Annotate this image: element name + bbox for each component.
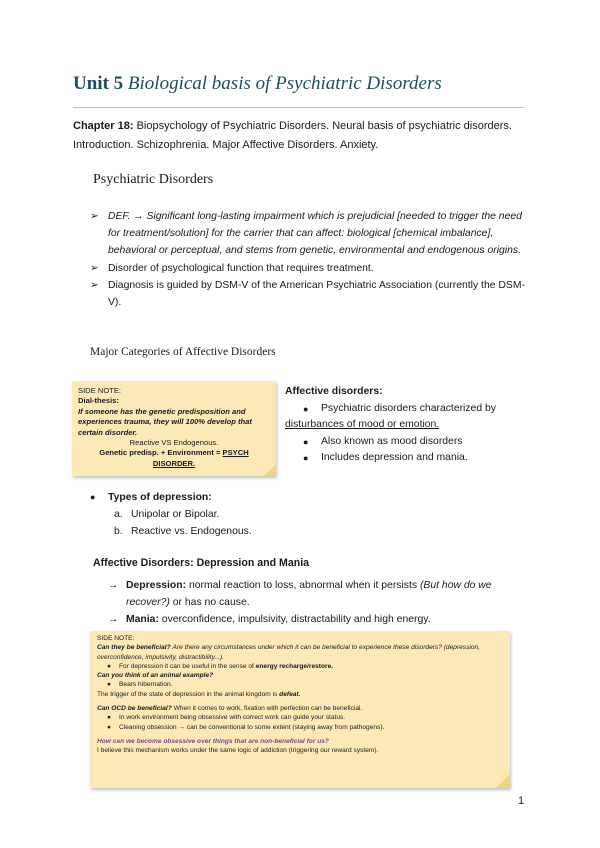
list-item: b. Reactive vs. Endogenous.: [90, 523, 390, 540]
list-item: ➢ Disorder of psychological function that requires treatment.: [90, 260, 530, 277]
side-note-reactive: Reactive VS Endogenous.: [129, 438, 219, 448]
side-note-text: If someone has the genetic predisposition and experiences trauma, they will 100% develop that certain disorder.: [78, 406, 252, 437]
depression-mania-list: [108, 577, 528, 628]
bullet-icon: ●: [107, 681, 111, 689]
list-item: ● Bears hibernation.: [107, 681, 173, 689]
side-note-term: Dial-thesis:: [78, 396, 119, 406]
bullet-icon: ●: [107, 714, 111, 722]
types-of-depression: [90, 489, 390, 540]
bullet-icon: ●: [303, 453, 309, 463]
side-note-question: How can we become obsessive over things that are non-beneficial for us?: [97, 737, 329, 745]
title-unit: Unit 5: [73, 73, 124, 94]
psychiatric-disorders-list: [90, 208, 530, 311]
list-item: ● Psychiatric disorders characterized by: [285, 401, 530, 418]
list-marker: a.: [114, 509, 123, 520]
arrow-bullet-icon: ➢: [90, 279, 99, 291]
types-heading: ● Types of depression:: [90, 489, 390, 506]
section-heading-psychiatric-disorders: Psychiatric Disorders: [93, 172, 214, 187]
side-note-label: SIDE NOTE:: [97, 635, 135, 642]
chapter-text: Biopsychology of Psychiatric Disorders. Neural basis of psychiatric disorders. Introduction. Schizophrenia. Major Affective Disorders. Anxiety.: [73, 120, 512, 151]
list-item: ● For depression it can be useful in the sense of energy recharge/restore.: [107, 662, 334, 670]
list-item: ● Also known as mood disorders: [285, 434, 530, 451]
title-subtitle: Biological basis of Psychiatric Disorders: [127, 73, 442, 94]
side-note-equation: Genetic predisp. + Environment = PSYCH DISORDER.: [99, 448, 249, 468]
list-item: ● Includes depression and mania.: [285, 450, 530, 467]
affective-heading: Affective disorders:: [285, 386, 383, 397]
page-title: [73, 73, 442, 95]
title-divider: [73, 107, 524, 108]
affective-item-continuation: disturbances of mood or emotion.: [285, 419, 440, 430]
list-item: ● Cleaning obsession → can be conventional to some extent (staying away from pathogens).: [107, 723, 385, 731]
side-note-beneficial: [90, 631, 510, 788]
bullet-icon: ●: [303, 436, 309, 447]
section-heading-depression-mania: Affective Disorders: Depression and Mania: [93, 557, 310, 569]
page-number: 1: [518, 795, 525, 807]
list-item: a. Unipolar or Bipolar.: [90, 506, 390, 523]
affective-disorders-block: [285, 384, 530, 467]
arrow-bullet-icon: ➢: [90, 211, 99, 222]
list-item: ➢ DEF. → Significant long-lasting impairment which is prejudicial [needed to trigger the need for treatment/solution] for the carrier that can affect: biological [chemical imbalance], behavioral or perceptual, and stems from genetic, environmental and endogenous origins.: [90, 208, 530, 260]
side-note-answer: I believe this mechanism works under the same logic of addiction (triggering our reward system).: [97, 747, 379, 755]
chapter-label: Chapter 18:: [73, 120, 134, 132]
page-curl-decoration: [264, 464, 276, 476]
chapter-summary: [73, 117, 528, 155]
side-note-ocd: Can OCD be beneficial? When it comes to work, fixation with perfection can be beneficial.: [97, 705, 363, 713]
side-note-question: Can you think of an animal example?: [97, 672, 214, 680]
arrow-bullet-icon: →: [108, 614, 119, 625]
side-note-dial-thesis: [72, 381, 276, 476]
section-heading-major-categories: Major Categories of Affective Disorders: [90, 346, 276, 358]
page-curl-decoration: [496, 774, 510, 788]
bullet-icon: ●: [107, 723, 111, 731]
bullet-icon: ●: [107, 662, 111, 670]
arrow-bullet-icon: ➢: [90, 262, 99, 274]
side-note-question: Can they be beneficial? Are there any circumstances under which it can be beneficial to experience these disorders? (depression, overconfidence, impulsivity, distractibility...).: [97, 644, 481, 661]
bullet-icon: ●: [303, 403, 309, 414]
list-item: ➢ Diagnosis is guided by DSM-V of the American Psychiatric Association (currently the DSM-V).: [90, 277, 530, 311]
side-note-label: SIDE NOTE:: [78, 386, 122, 395]
list-marker: b.: [114, 526, 123, 537]
list-item: → Depression: normal reaction to loss, abnormal when it persists (But how do we recover?) or has no cause.: [108, 577, 528, 611]
bullet-icon: ●: [90, 492, 96, 502]
arrow-bullet-icon: →: [108, 580, 119, 591]
list-item: → Mania: overconfidence, impulsivity, distractability and high energy.: [108, 611, 528, 628]
list-item: ● In work environment being obsessive with correct work can guide your status.: [107, 714, 346, 722]
side-note-defeat: The trigger of the state of depression in the animal kingdom is defeat.: [97, 690, 301, 698]
